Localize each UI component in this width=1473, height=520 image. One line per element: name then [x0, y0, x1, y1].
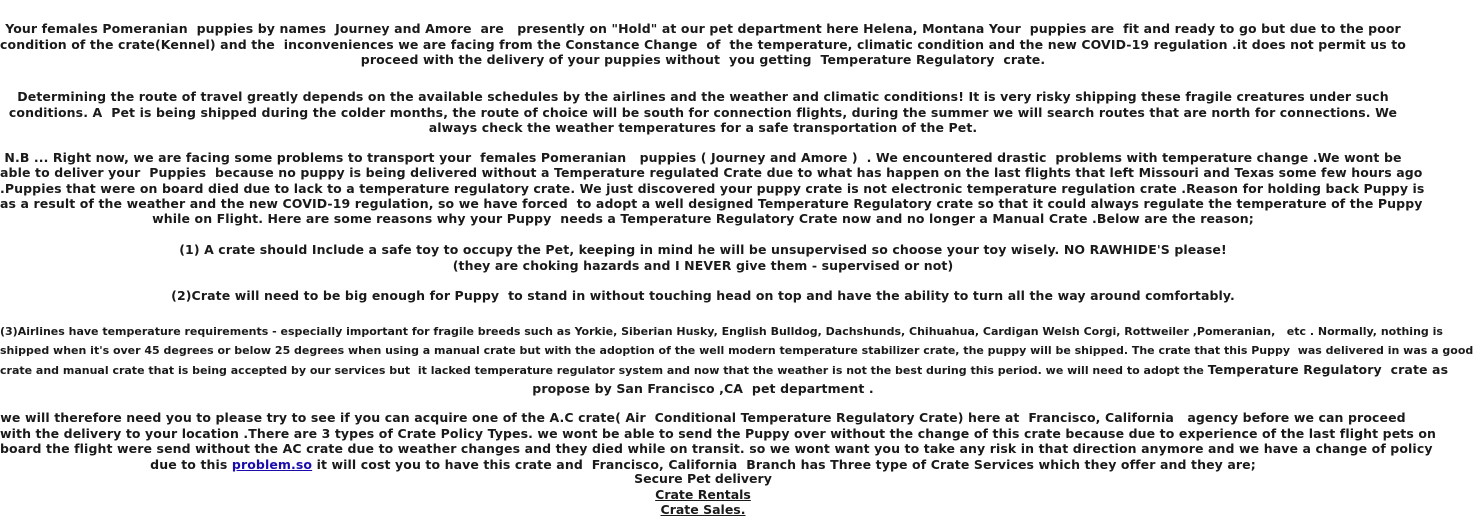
text-line: shipped when it's over 45 degrees or below 25 degrees when using a manual crate but with the adoption of the well modern temperature stabilizer crate, the puppy will be shipped. The crate that this Puppy was delivered in was a good — [0, 343, 1473, 357]
service-item-secure-pet-delivery: Secure Pet delivery — [634, 471, 772, 486]
text-line: N.B ... Right now, we are facing some problems to transport your females Pomeranian puppies ( Journey and Amore ) . We encountered drastic problems with temperature change .We wont be — [4, 150, 1402, 165]
text-line: .Puppies that were on board died due to lack to a temperature regulatory crate. We just discovered your puppy crate is not electronic temperature regulation crate .Reason for holding back Puppy is — [0, 180, 1425, 196]
problem-link[interactable]: problem.so — [231, 456, 313, 472]
crate-request-paragraph — [0, 410, 1437, 472]
text-line: always check the weather temperatures for a safe transportation of the Pet. — [428, 120, 978, 135]
hold-notice-paragraph — [0, 21, 1406, 68]
text-line: we will therefore need you to please try to see if you can acquire one of the A.C crate( Air Conditional Temperature Regulatory Crate) here at Francisco, California agency before we can proceed — [0, 410, 1406, 425]
text-line: (3)Airlines have temperature requirements - especially important for fragile breeds such as Yorkie, Siberian Husky, English Bulldog, Dachshunds, Chihuahua, Cardigan Welsh Corgi, Rottweiler ,Pomeranian, etc . Normally, nothing is — [0, 325, 1443, 338]
crate-services-list — [0, 471, 1406, 518]
text-line: proceed with the delivery of your puppies without you getting Temperature Regulatory crate. — [360, 52, 1046, 67]
text-line: able to deliver your Puppies because no puppy is being delivered without a Temperature regulated Crate due to what has happen on the last flights that left Missouri and Texas some few hours ago — [0, 165, 1423, 181]
text-line: while on Flight. Here are some reasons why your Puppy needs a Temperature Regulatory Crate now and no longer a Manual Crate .Below are the reason; — [152, 211, 1254, 227]
reason-2 — [0, 288, 1406, 304]
reason-3 — [0, 323, 1473, 399]
text-line: with the delivery to your location .There are 3 types of Crate Policy Types. we wont be able to send the Puppy over without the change of this crate because due to experience of the last flight pets on — [0, 425, 1437, 441]
text-line: conditions. A Pet is being shipped during the colder months, the route of choice will be south for connection flights, during the summer we will search routes that are north for connections. We — [8, 104, 1398, 120]
text-line: propose by San Francisco ,CA pet department . — [532, 381, 874, 397]
text-line: (1) A crate should Include a safe toy to occupy the Pet, keeping in mind he will be unsupervised so choose your toy wisely. NO RAWHIDE'S please! — [179, 242, 1227, 257]
nb-paragraph — [0, 150, 1425, 227]
text-line: condition of the crate(Kennel) and the inconveniences we are facing from the Constance Change of the temperature, climatic condition and the new COVID-19 regulation .it does not permit us to — [0, 36, 1406, 52]
text-segment: it will cost you to have this crate and Francisco, California Branch has Three type of Crate Services which they offer and they are; — [312, 456, 1256, 472]
text-segment: crate and manual crate that is being accepted by our services but it lacked temperature regulator system and now that the weather is not the best during this period. we will need to adopt the — [0, 363, 1208, 377]
text-line: Determining the route of travel greatly depends on the available schedules by the airlines and the weather and climatic conditions! It is very risky shipping these fragile creatures under such — [17, 89, 1389, 104]
text-line — [0, 361, 1449, 381]
reason-1 — [0, 242, 1406, 273]
service-item-crate-sales[interactable]: Crate Sales. — [660, 502, 746, 517]
service-item-crate-rentals[interactable]: Crate Rentals — [655, 486, 751, 502]
text-segment-emphasis: Temperature Regulatory crate as — [1207, 361, 1449, 377]
text-line: board the flight were send without the AC crate due to weather changes and they died while on transit. so we wont want you to take any risk in that direction anymore and we have a change of policy — [0, 441, 1433, 456]
travel-route-paragraph — [0, 89, 1406, 136]
text-line: Your females Pomeranian puppies by names Journey and Amore are presently on "Hold" at our pet department here Helena, Montana Your puppies are fit and ready to go but due to the poor — [5, 21, 1401, 36]
text-line: as a result of the weather and the new COVID-19 regulation, so we have forced to adopt a well designed Temperature Regulatory crate so that it could always regulate the temperature of the Puppy — [0, 195, 1423, 211]
text-line: (they are choking hazards and I NEVER give them - supervised or not) — [452, 257, 954, 273]
text-line: (2)Crate will need to be big enough for Puppy to stand in without touching head on top and have the ability to turn all the way around comfortably. — [171, 288, 1235, 303]
text-line — [0, 457, 1406, 473]
text-segment: due to this — [150, 456, 232, 472]
